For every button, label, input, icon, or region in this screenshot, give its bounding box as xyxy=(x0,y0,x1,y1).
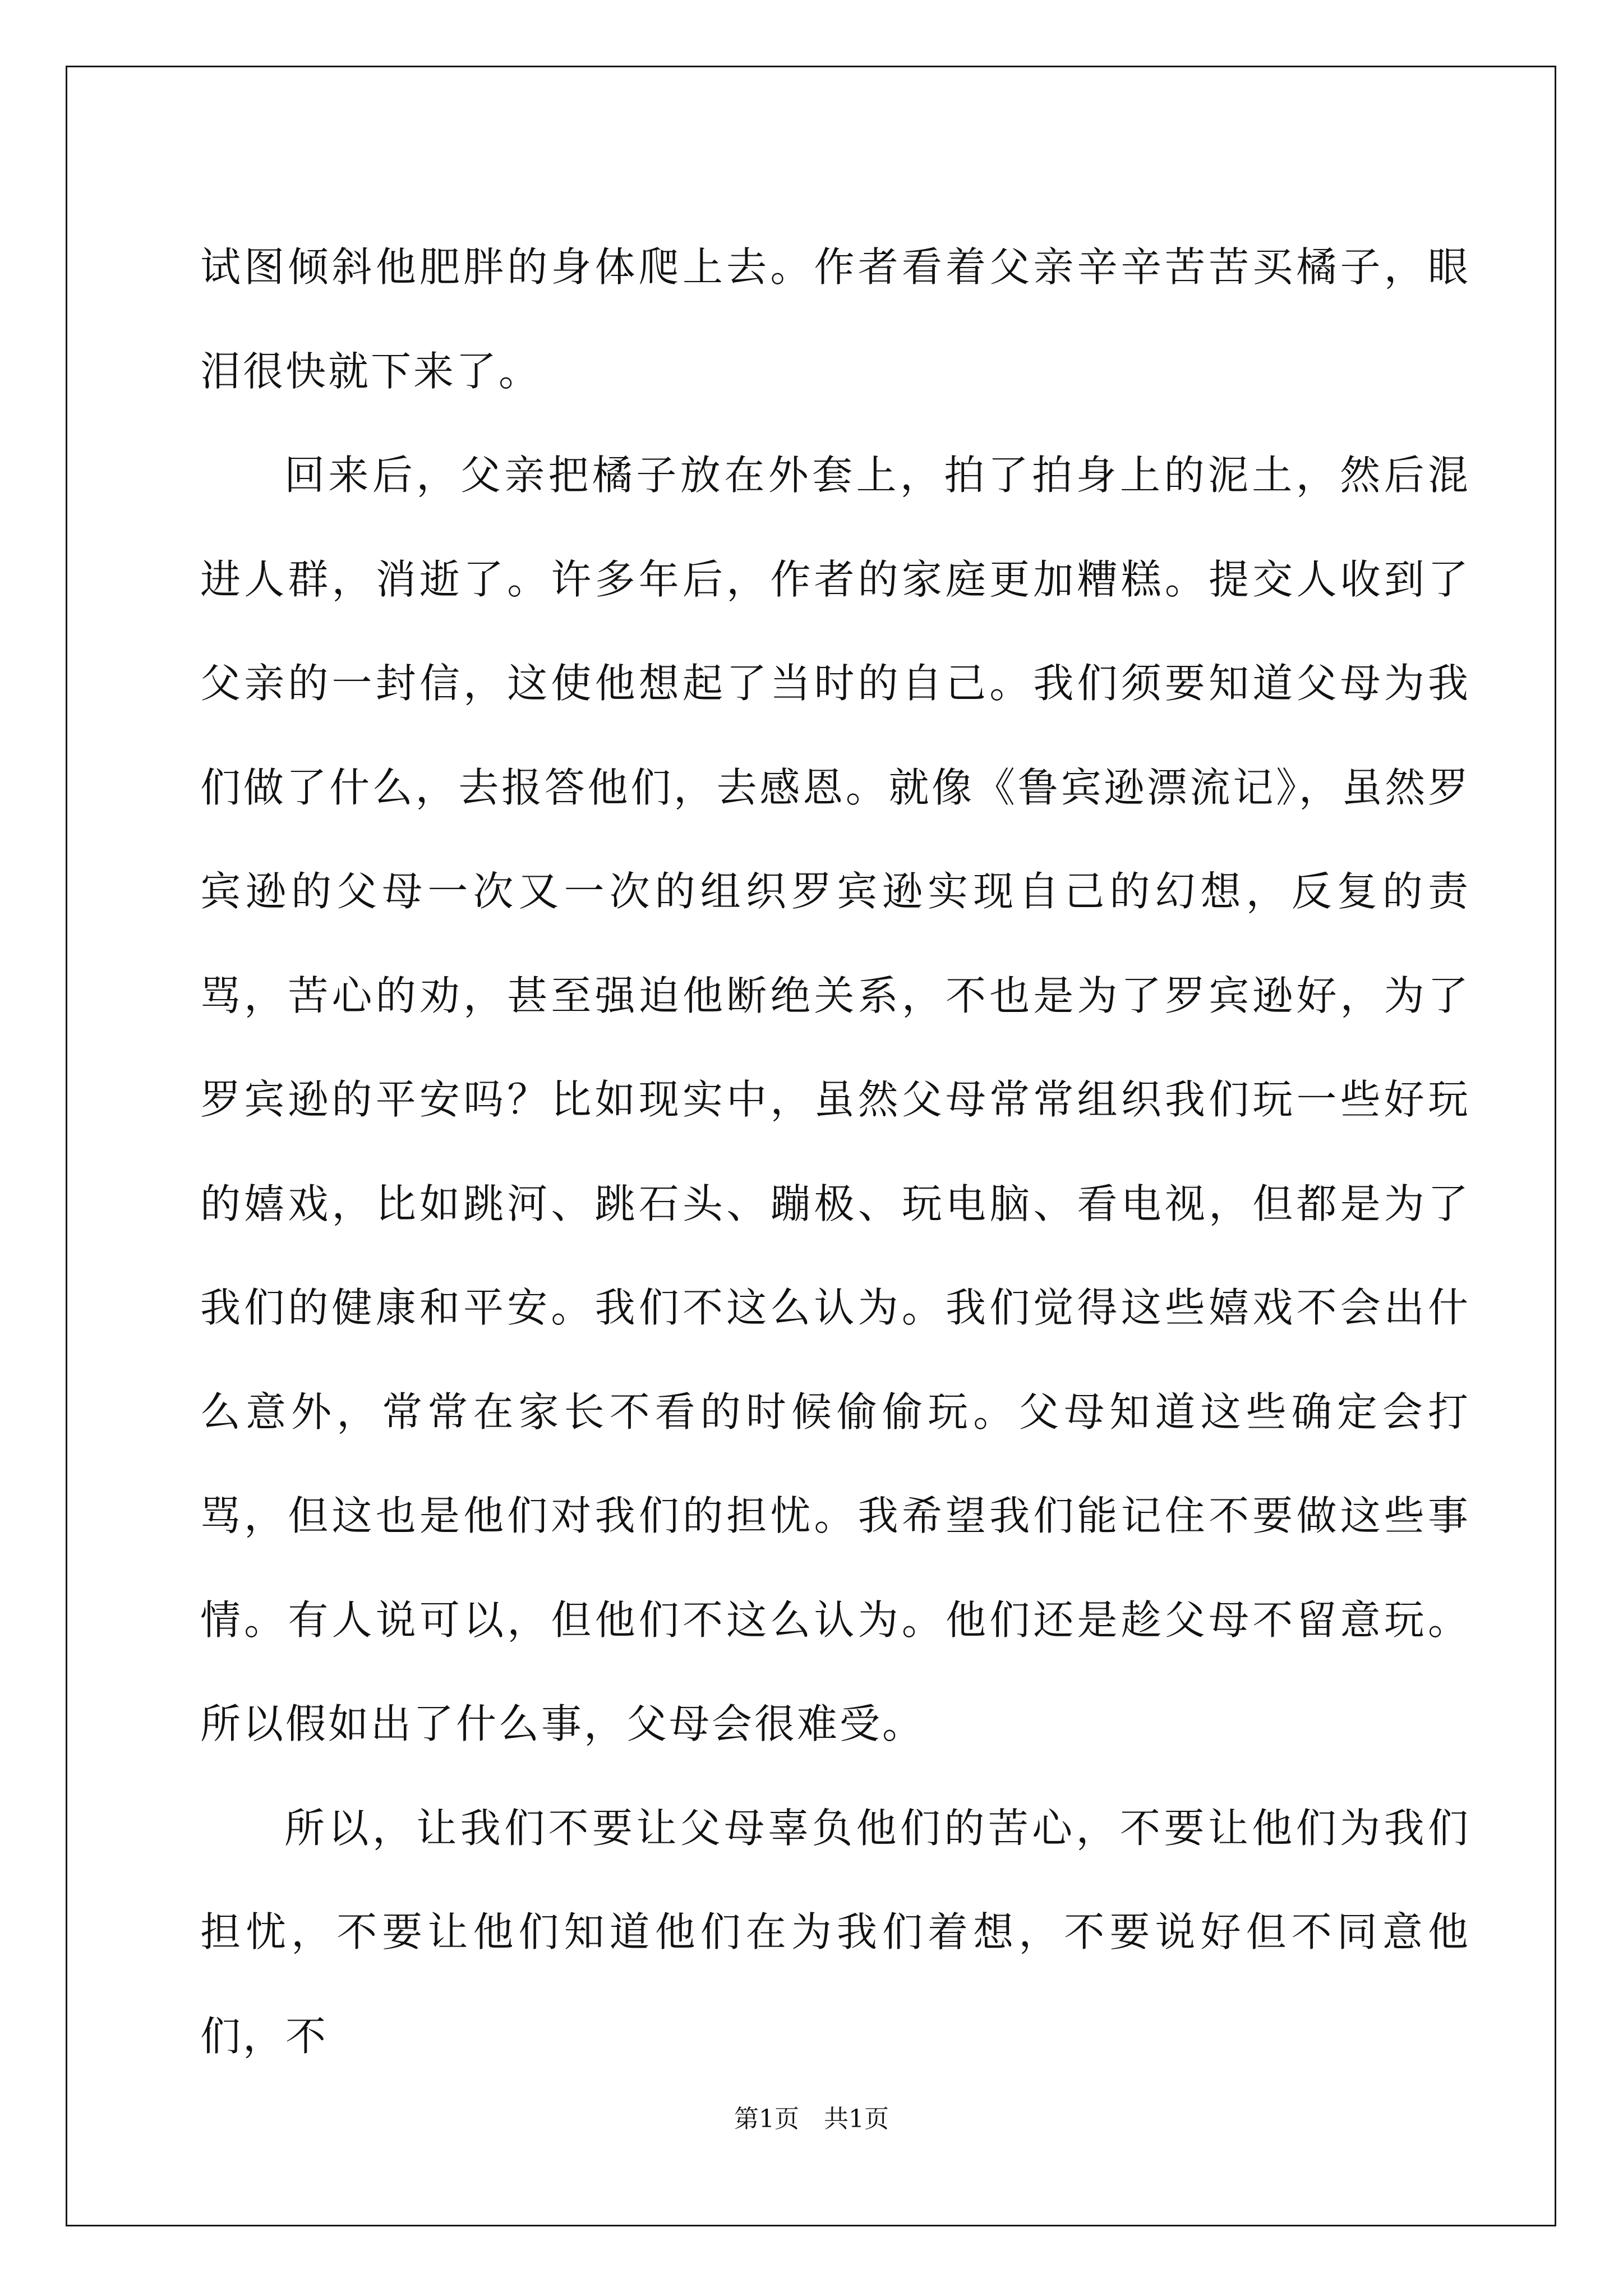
page-footer xyxy=(0,2102,1623,2136)
paragraph-2: 回来后，父亲把橘子放在外套上，拍了拍身上的泥土，然后混进人群，消逝了。许多年后，作者的家庭更加糟糕。提交人收到了父亲的一封信，这使他想起了当时的自己。我们须要知道父母为我们做了什么，去报答他们，去感恩。就像《鲁宾逊漂流记》，虽然罗宾逊的父母一次又一次的组织罗宾逊实现自己的幻想，反复的责骂，苦心的劝，甚至强迫他断绝关系，不也是为了罗宾逊好，为了罗宾逊的平安吗？比如现实中，虽然父母常常组织我们玩一些好玩的嬉戏，比如跳河、跳石头、蹦极、玩电脑、看电视，但都是为了我们的健康和平安。我们不这么认为。我们觉得这些嬉戏不会出什么意外，常常在家长不看的时候偷偷玩。父母知道这些确定会打骂，但这也是他们对我们的担忧。我希望我们能记住不要做这些事情。有人说可以，但他们不这么认为。他们还是趁父母不留意玩。所以假如出了什么事，父母会很难受。 xyxy=(200,452,1470,1747)
paragraph-1: 试图倾斜他肥胖的身体爬上去。作者看着父亲辛辛苦苦买橘子，眼泪很快就下来了。 xyxy=(200,243,1470,395)
page-total: 共1页 xyxy=(824,2105,889,2133)
paragraph-3: 所以，让我们不要让父母辜负他们的苦心，不要让他们为我们担忧，不要让他们知道他们在为我们着想，不要说好但不同意他们，不 xyxy=(200,1804,1470,2060)
page-number: 第1页 xyxy=(734,2105,799,2133)
document-body xyxy=(200,215,1470,2088)
